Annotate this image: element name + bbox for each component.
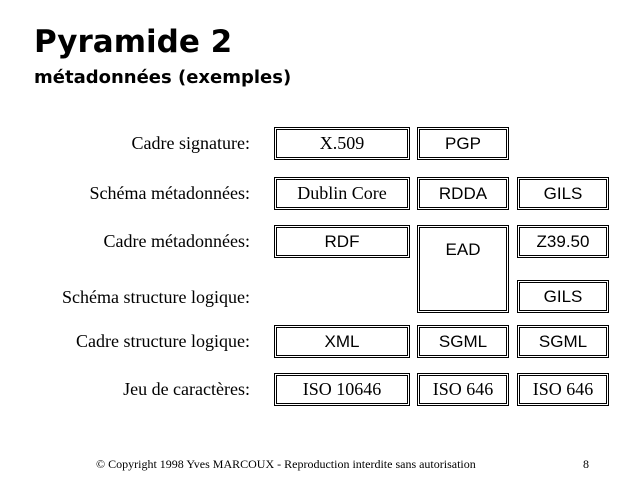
cell-rdf: RDF [274, 225, 410, 258]
row-label-schema-metadonnees: Schéma métadonnées: [89, 183, 250, 203]
cell-rdda: RDDA [417, 177, 509, 210]
page-number: 8 [583, 457, 589, 471]
cell-sgml-2: SGML [517, 325, 609, 358]
cell-x509: X.509 [274, 127, 410, 160]
cell-xml: XML [274, 325, 410, 358]
row-label-jeu-de-caracteres: Jeu de caractères: [123, 379, 250, 399]
row-label-schema-structure-logique: Schéma structure logique: [62, 287, 250, 307]
cell-ead: EAD [417, 225, 509, 313]
cell-pgp: PGP [417, 127, 509, 160]
cell-z3950: Z39.50 [517, 225, 609, 258]
cell-gils-structure: GILS [517, 280, 609, 313]
copyright-footer: © Copyright 1998 Yves MARCOUX - Reproduction interdite sans autorisation [96, 457, 476, 471]
cell-dublin-core: Dublin Core [274, 177, 410, 210]
cell-sgml-1: SGML [417, 325, 509, 358]
cell-gils-schema: GILS [517, 177, 609, 210]
cell-iso-10646: ISO 10646 [274, 373, 410, 406]
cell-iso-646-2: ISO 646 [517, 373, 609, 406]
row-label-cadre-metadonnees: Cadre métadonnées: [103, 231, 250, 251]
row-label-cadre-signature: Cadre signature: [131, 133, 250, 153]
cell-iso-646-1: ISO 646 [417, 373, 509, 406]
slide-title: Pyramide 2 [34, 24, 233, 60]
row-label-cadre-structure-logique: Cadre structure logique: [76, 331, 250, 351]
slide-subtitle: métadonnées (exemples) [34, 67, 292, 88]
